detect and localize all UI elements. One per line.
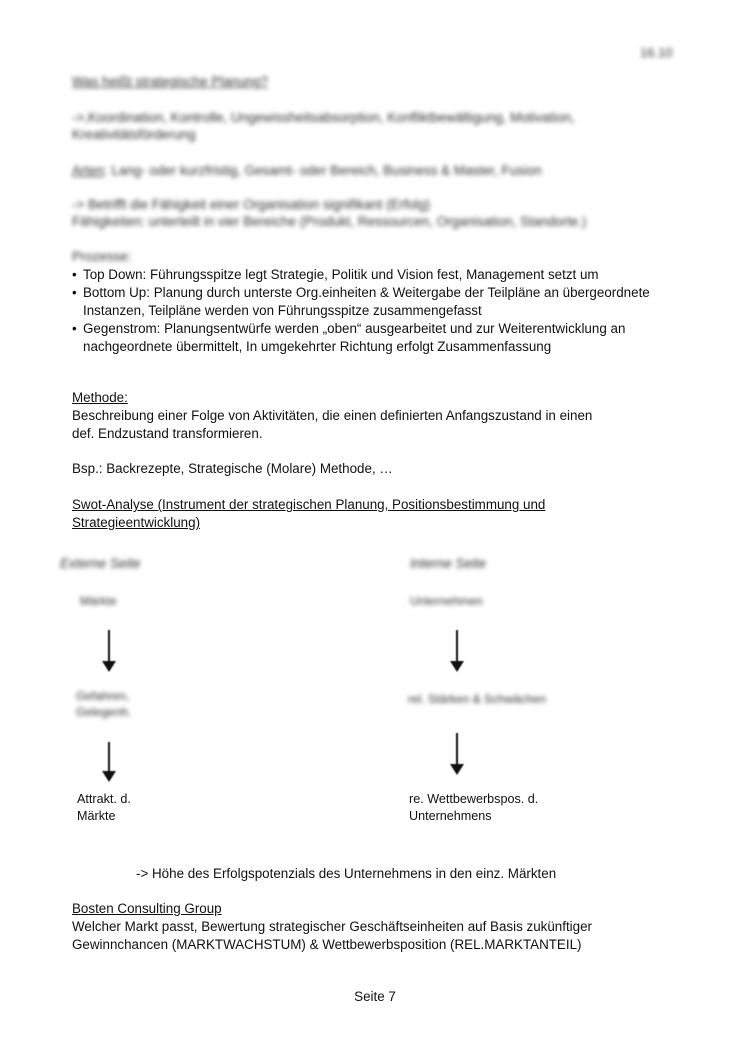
arrow-down-icon	[102, 742, 116, 782]
process-bottom-up: • Bottom Up: Planung durch unterste Org.einheiten & Weitergabe der Teilpläne an übergeordnete Instanzen, Teilpläne werden von Führungsspitze zusammengefasst	[72, 284, 692, 320]
swot-internal-header: Interne Seite	[410, 556, 486, 571]
arten-label: Arten	[72, 163, 105, 178]
swot-external-header: Externe Seite	[60, 556, 141, 571]
swot-external-bottom-line-2: Märkte	[77, 809, 116, 823]
swot-internal-mid: rel. Stärken & Schwächen	[408, 692, 547, 706]
swot-external-bottom	[77, 791, 131, 825]
swot-external-mid-line-2: Gelegenh.	[76, 705, 132, 719]
methode-line-2: def. Endzustand transformieren.	[72, 426, 263, 441]
question-line-2: Kreativitätsförderung	[72, 127, 196, 142]
page-date: 16.10	[640, 45, 673, 60]
swot-external-top: Märkte	[80, 594, 117, 608]
methode-line-1: Beschreibung einer Folge von Aktivitäten, die einen definierten Anfangszustand in einen	[72, 408, 593, 423]
page-footer: Seite 7	[354, 989, 396, 1004]
arrow-down-icon	[450, 733, 464, 775]
betrifft-line-1: -> Betrifft die Fähigkeit einer Organisation signifikant (Erfolg)	[72, 197, 431, 212]
arten-text: : Lang- oder kurzfristig, Gesamt- oder Bereich, Business & Master, Fusion	[104, 163, 542, 178]
arten-paragraph	[72, 162, 542, 180]
arrow-down-icon	[450, 630, 464, 672]
swot-internal-bottom	[409, 791, 538, 825]
swot-title-line-2: Strategieentwicklung)	[72, 515, 201, 530]
process-top-down: • Top Down: Führungsspitze legt Strategie, Politik und Vision fest, Management setzt um	[72, 266, 692, 284]
arrow-down-icon	[102, 630, 116, 672]
bcg-title: Bosten Consulting Group	[72, 901, 222, 916]
swot-external-bottom-line-1: Attrakt. d.	[77, 792, 131, 806]
betrifft-line-2: Fähigkeiten: unterteilt in vier Bereiche (Produkt, Ressourcen, Organisation, Standorte.)	[72, 214, 587, 229]
conclusion-text: -> Höhe des Erfolgspotenzials des Unternehmens in den einz. Märkten	[136, 866, 557, 881]
process-list	[72, 266, 692, 356]
swot-internal-bottom-line-2: Unternehmens	[409, 809, 492, 823]
process-gegenstrom: • Gegenstrom: Planungsentwürfe werden „oben“ ausgearbeitet und zur Weiterentwicklung an nachgeordnete übermittelt, In umgekehrter Richtung erfolgt Zusammenfassung	[72, 320, 692, 356]
question-line-1: ->,Koordination, Kontrolle, Ungewissheitsabsorption, Konfliktbewältigung, Motivation,	[72, 110, 575, 125]
bsp-text: Bsp.: Backrezepte, Strategische (Molare) Methode, …	[72, 461, 393, 476]
swot-internal-bottom-line-1: re. Wettbewerbspos. d.	[409, 792, 539, 806]
swot-external-mid-line-1: Gefahren,	[76, 689, 130, 703]
swot-internal-top: Unternehmen	[410, 594, 483, 608]
swot-external-mid	[76, 688, 131, 720]
methode-title: Methode:	[72, 390, 128, 405]
bcg-line-2: Gewinnchancen (MARKTWACHSTUM) & Wettbewerbsposition (REL.MARKTANTEIL)	[72, 937, 582, 952]
swot-title-line-1: Swot-Analyse (Instrument der strategischen Planung, Positionsbestimmung und	[72, 497, 546, 512]
question-title: Was heißt strategische Planung?	[72, 74, 269, 89]
prozesse-label: Prozesse:	[72, 249, 132, 264]
bcg-line-1: Welcher Markt passt, Bewertung strategischer Geschäftseinheiten auf Basis zukünftiger	[72, 919, 593, 934]
